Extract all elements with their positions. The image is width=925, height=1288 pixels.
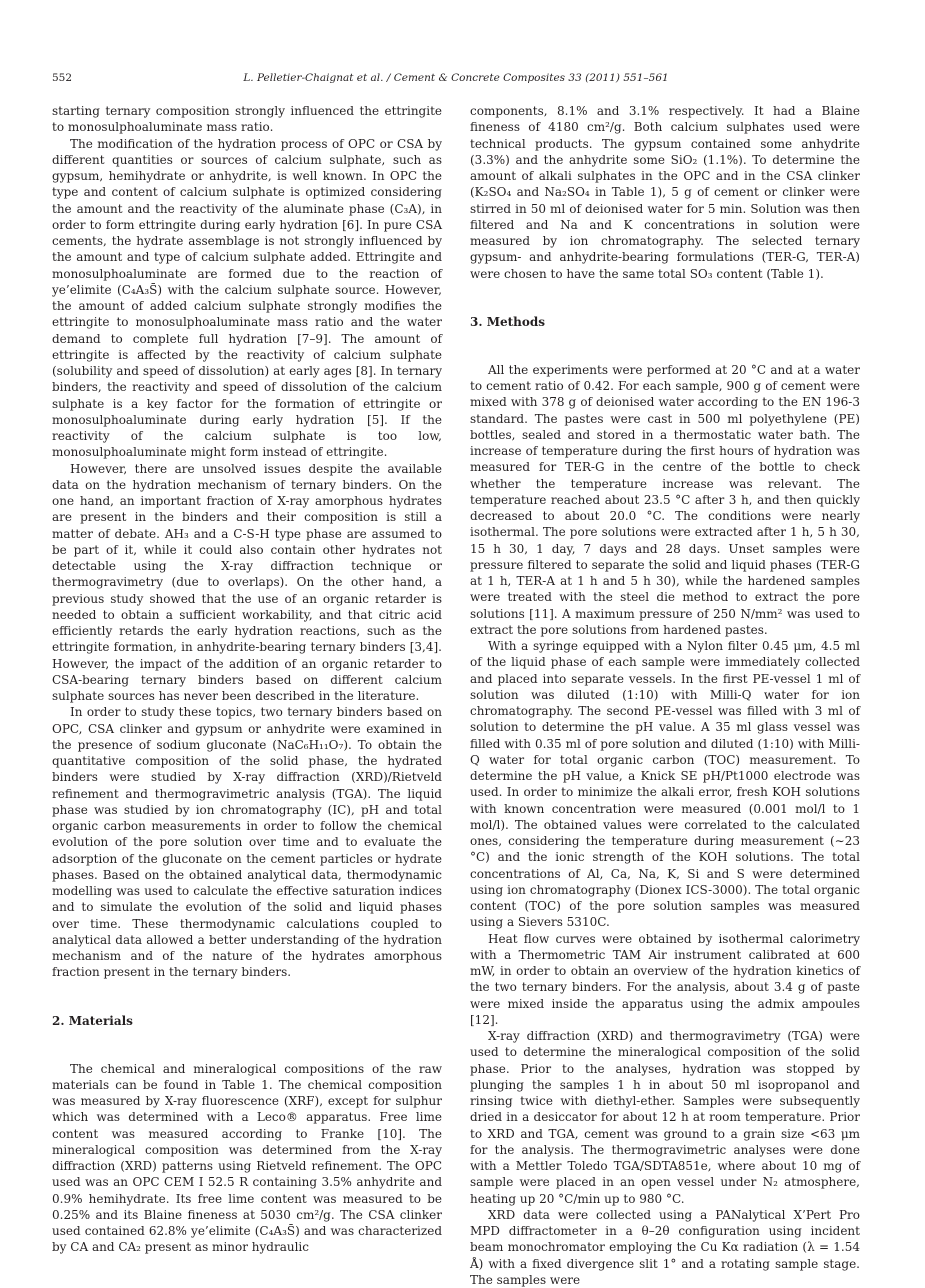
paragraph: Heat flow curves were obtained by isothermal calorimetry with a Thermometric TAM Air instrument calibrated at 600 mW, in order to obtain an overview of the hydration kinetics of the two ternary binders. For the analysis, about 3.4 g of paste were mixed inside the apparatus using the admix ampoules [12].	[470, 931, 860, 1027]
paragraph: starting ternary composition strongly influenced the ettringite to monosulphoaluminate mass ratio.	[52, 104, 442, 135]
page-number: 552	[52, 72, 73, 84]
paragraph: XRD data were collected using a PANalytical X’Pert Pro MPD diffractometer in a θ–2θ configuration using incident beam monochromator employing the Cu Kα radiation (λ = 1.54 Å) with a fixed divergence slit 1° and a rotating sample stage. The samples were	[470, 1207, 860, 1287]
paragraph: All the experiments were performed at 20 °C and at a water to cement ratio of 0.42. For each sample, 900 g of cement were mixed with 378 g of deionised water according to the EN 196-3 standard. The pastes were cast in 500 ml polyethylene (PE) bottles, sealed and stored in a thermostatic water bath. The increase of temperature during the first hours of hydration was measured for TER-G in the centre of the bottle to check whether the temperature increase was relevant. The temperature reached about 23.5 °C after 3 h, and then quickly decreased to about 20.0 °C. The conditions were nearly isothermal. The pore solutions were extracted after 1 h, 5 h 30, 15 h 30, 1 day, 7 days and 28 days. Unset samples were pressure filtered to separate the solid and liquid phases (TER-G at 1 h, TER-A at 1 h and 5 h 30), while the hardened samples were treated with the steel die method to extract the pore solutions [11]. A maximum pressure of 250 N/mm² was used to extract the pore solutions from hardened pastes.	[470, 362, 860, 637]
paragraph: However, there are unsolved issues despite the available data on the hydration mechanism of ternary binders. On the one hand, an important fraction of X-ray amorphous hydrates are present in the binders and their composition is still a matter of debate. AH₃ and a C-S-H type phase are assumed to be part of it, while it could also contain other hydrates not detectable using the X-ray diffraction technique or thermogravimetry (due to overlaps). On the other hand, a previous study showed that the use of an organic retarder is needed to obtain a sufficient workability, and that citric acid efficiently retards the early hydration reactions, such as the ettringite formation, in anhydrite-bearing ternary binders [3,4]. However, the impact of the addition of an organic retarder to CSA-bearing ternary binders based on different calcium sulphate sources has never been described in the literature.	[52, 461, 442, 703]
paragraph: In order to study these topics, two ternary binders based on OPC, CSA clinker and gypsum or anhydrite were examined in the presence of sodium gluconate (NaC₆H₁₁O₇). To obtain the quantitative composition of the solid phase, the hydrated binders were studied by X-ray diffraction (XRD)/Rietveld refinement and thermogravimetric analysis (TGA). The liquid phase was studied by ion chromatography (IC), pH and total organic carbon measurements in order to follow the chemical evolution of the pore solution over time and to evaluate the adsorption of the gluconate on the cement particles or hydrate phases. Based on the obtained analytical data, thermodynamic modelling was used to calculate the effective saturation indices and to simulate the evolution of the solid and liquid phases over time. These thermodynamic calculations coupled to analytical data allowed a better understanding of the hydration mechanism and of the nature of the hydrates amorphous fraction present in the ternary binders.	[52, 705, 442, 980]
paragraph: The chemical and mineralogical compositions of the raw materials can be found in Table 1. The chemical composition was measured by X-ray fluorescence (XRF), except for sulphur which was determined with a Leco® apparatus. Free lime content was measured according to Franke [10]. The mineralogical composition was determined from the X-ray diffraction (XRD) patterns using Rietveld refinement. The OPC used was an OPC CEM I 52.5 R containing 3.5% anhydrite and 0.9% hemihydrate. Its free lime content was measured to be 0.25% and its Blaine fineness at 5030 cm²/g. The CSA clinker used contained 62.8% ye’elimite (C₄A₃S̄) and was characterized by CA and CA₂ present as minor hydraulic	[52, 1061, 442, 1255]
paragraph: The modification of the hydration process of OPC or CSA by different quantities or sources of calcium sulphate, such as gypsum, hemihydrate or anhydrite, is well known. In OPC the type and content of calcium sulphate is optimized considering the amount and the reactivity of the aluminate phase (C₃A), in order to form ettringite during early hydration [6]. In pure CSA cements, the hydrate assemblage is not strongly influenced by the amount and type of calcium sulphate added. Ettringite and monosulphoaluminate are formed due to the reaction of ye’elimite (C₄A₃S̄) with the calcium sulphate source. However, the amount of added calcium sulphate strongly modifies the ettringite to monosulphoaluminate mass ratio and the water demand to complete full hydration [7–9]. The amount of ettringite is affected by the reactivity of calcium sulphate (solubility and speed of dissolution) at early ages [8]. In ternary binders, the reactivity and speed of dissolution of the calcium sulphate is a key factor for the formation of ettringite or monosulphoaluminate during early hydration [5]. If the reactivity of the calcium sulphate is too low, monosulphoaluminate might form instead of ettringite.	[52, 136, 442, 460]
right-column	[470, 103, 860, 1288]
paragraph: With a syringe equipped with a Nylon filter 0.45 μm, 4.5 ml of the liquid phase of each sample were immediately collected and placed into separate vessels. In the first PE-vessel 1 ml of solution was diluted (1:10) with Milli-Q water for ion chromatography. The second PE-vessel was filled with 3 ml of solution to determine the pH value. A 35 ml glass vessel was filled with 0.35 ml of pore solution and diluted (1:10) with Milli-Q water for total organic carbon (TOC) measurement. To determine the pH value, a Knick SE pH/Pt1000 electrode was used. In order to minimize the alkali error, fresh KOH solutions with known concentration were measured (0.001 mol/l to 1 mol/l). The obtained values were correlated to the calculated ones, considering the temperature during measurement (∼23 °C) and the ionic strength of the KOH solutions. The total concentrations of Al, Ca, Na, K, Si and S were determined using ion chromatography (Dionex ICS-3000). The total organic content (TOC) of the pore solution samples was measured using a Sievers 5310C.	[470, 639, 860, 930]
paragraph: components, 8.1% and 3.1% respectively. It had a Blaine fineness of 4180 cm²/g. Both calcium sulphates used were technical products. The gypsum contained some anhydrite (3.3%) and the anhydrite some SiO₂ (1.1%). To determine the amount of alkali sulphates in the OPC and in the CSA clinker (K₂SO₄ and Na₂SO₄ in Table 1), 5 g of cement or clinker were stirred in 50 ml of deionised water for 5 min. Solution was then filtered and Na and K concentrations in solution were measured by ion chromatography. The selected ternary gypsum- and anhydrite-bearing formulations (TER-G, TER-A) were chosen to have the same total SO₃ content (Table 1).	[470, 104, 860, 281]
running-head: L. Pelletier-Chaignat et al. / Cement & Concrete Composites 33 (2011) 551–561	[243, 72, 669, 84]
left-column	[52, 103, 442, 1256]
section-heading-materials: 2. Materials	[52, 1013, 133, 1028]
page-header	[52, 72, 860, 88]
section-heading-methods: 3. Methods	[470, 314, 546, 329]
paragraph: X-ray diffraction (XRD) and thermogravimetry (TGA) were used to determine the mineralogical composition of the solid phase. Prior to the analyses, hydration was stopped by plunging the samples 1 h in about 50 ml isopropanol and rinsing twice with diethyl-ether. Samples were subsequently dried in a desiccator for about 12 h at room temperature. Prior to XRD and TGA, cement was ground to a grain size <63 μm for the analysis. The thermogravimetric analyses were done with a Mettler Toledo TGA/SDTA851e, where about 10 mg of sample were placed in an open vessel under N₂ atmosphere, heating up 20 °C/min up to 980 °C.	[470, 1029, 860, 1206]
